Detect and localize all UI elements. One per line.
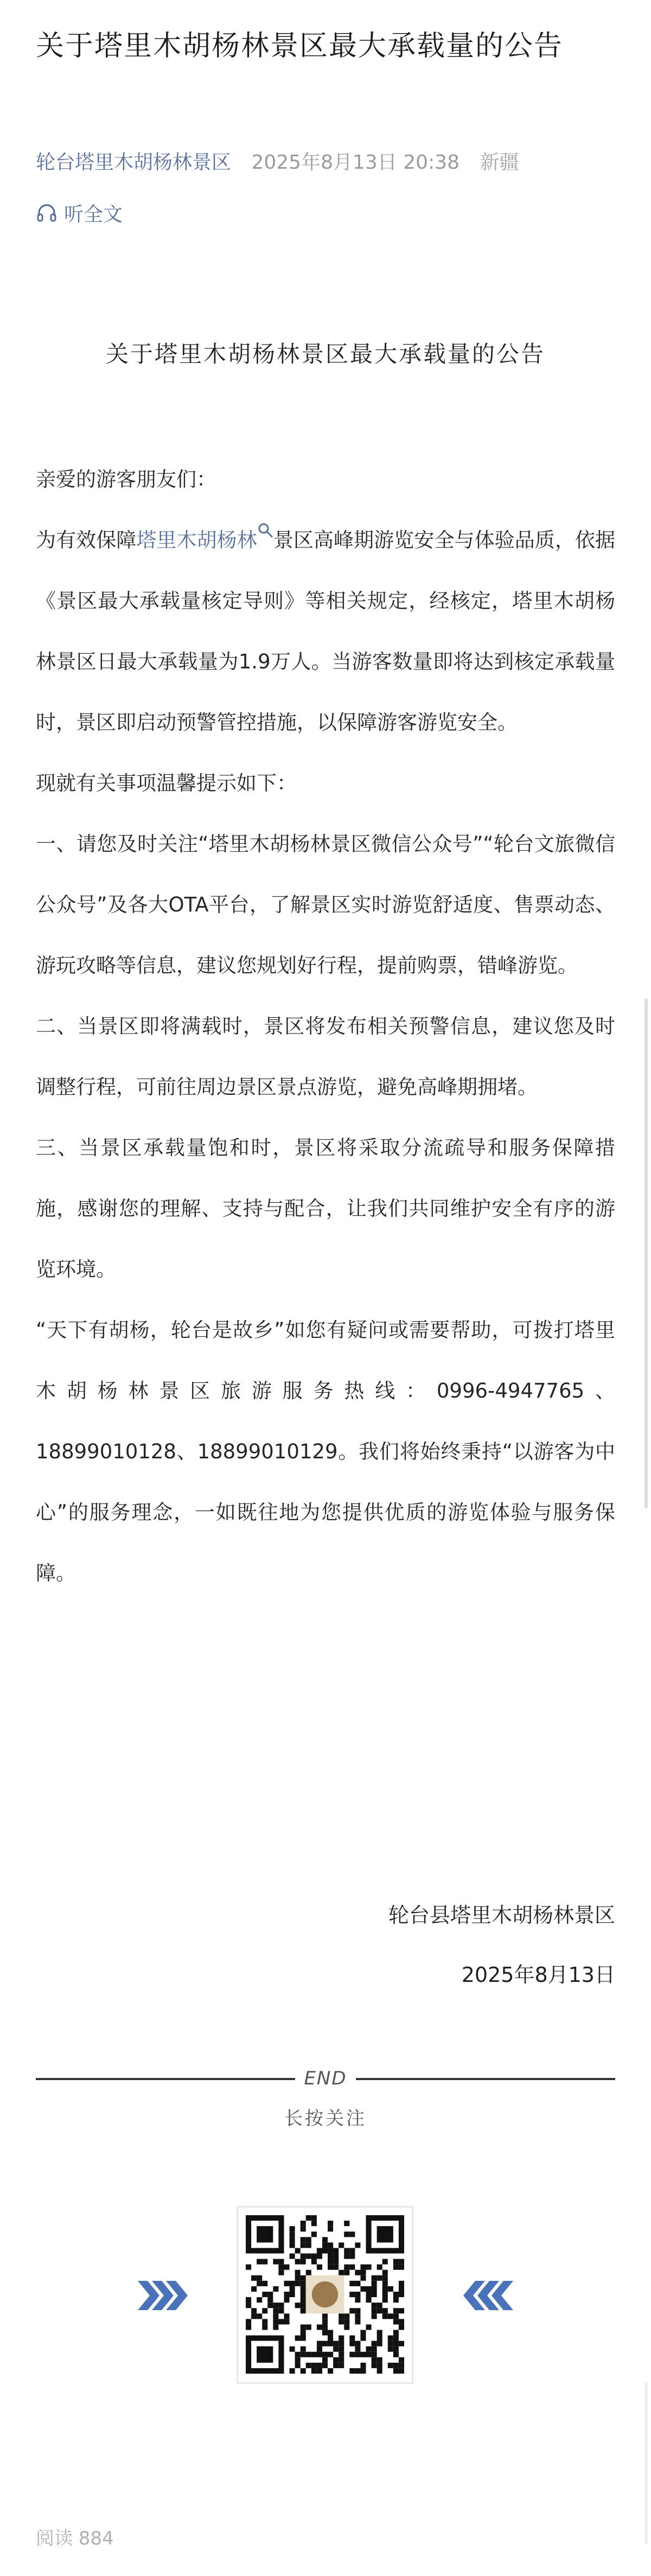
double-chevron-left-icon	[461, 2277, 515, 2314]
account-name-link[interactable]: 轮台塔里木胡杨林景区	[36, 151, 232, 174]
paragraph-6: “天下有胡杨，轮台是故乡”如您有疑问或需要帮助，可拨打塔里木胡杨林景区旅游服务热线：0996-4947765、18899010128、18899010129。我们将始终秉持“以游客为中心”的服务理念，一如既往地为您提供优质的游览体验与服务保障。	[36, 1318, 615, 1585]
article-body	[36, 449, 615, 1604]
page-title: 关于塔里木胡杨林景区最大承载量的公告	[36, 30, 564, 62]
paragraph-4: 二、当景区即将满载时，景区将发布相关预警信息，建议您及时调整行程，可前往周边景区景点游览，避免高峰期拥堵。	[36, 1015, 615, 1099]
article-heading: 关于塔里木胡杨林景区最大承载量的公告	[105, 341, 545, 367]
keyword-search-link[interactable]: 塔里木胡杨林	[136, 528, 257, 552]
scrollbar-lower[interactable]	[644, 2382, 648, 2545]
publish-time: 2025年8月13日 20:38	[251, 151, 459, 174]
listen-full-text-button[interactable]	[36, 197, 123, 228]
end-marker	[0, 2065, 651, 2092]
double-chevron-right-icon	[136, 2277, 190, 2314]
paragraph-1-suffix: 景区高峰期游览安全与体验品质，依据《景区最大承载量核定导则》等相关规定，经核定，塔里木胡杨林景区日最大承载量为1.9万人。当游客数量即将达到核定承载量时，景区即启动预警管控措施，以保障游客游览安全。	[36, 528, 616, 734]
publish-location: 新疆	[480, 151, 519, 174]
scrollbar[interactable]	[644, 998, 648, 1508]
paragraph-2: 现就有关事项温馨提示如下：	[36, 771, 297, 795]
signature-org: 轮台县塔里木胡杨林景区	[388, 1903, 615, 1927]
greeting: 亲爱的游客朋友们：	[36, 468, 216, 491]
qr-code-icon	[246, 2215, 404, 2374]
search-icon[interactable]	[257, 522, 273, 538]
end-label: END	[295, 2065, 355, 2092]
signature-date: 2025年8月13日	[461, 1963, 615, 1987]
paragraph-1-prefix: 为有效保障	[36, 528, 137, 552]
listen-label: 听全文	[64, 203, 123, 226]
paragraph-5: 三、当景区承载量饱和时，景区将采取分流疏导和服务保障措施，感谢您的理解、支持与配合，让我们共同维护安全有序的游览环境。	[36, 1136, 615, 1281]
qr-code[interactable]	[237, 2206, 413, 2384]
headphone-icon	[36, 202, 58, 224]
follow-prompt: 长按关注	[284, 2108, 367, 2129]
article-meta	[36, 148, 622, 178]
paragraph-1	[36, 510, 615, 753]
paragraph-3: 一、请您及时关注“塔里木胡杨林景区微信公众号”“轮台文旅微信公众号”及各大OTA平台，了解景区实时游览舒适度、售票动态、游玩攻略等信息，建议您规划好行程，提前购票，错峰游览。	[36, 832, 615, 977]
read-count: 阅读 884	[36, 2528, 114, 2549]
